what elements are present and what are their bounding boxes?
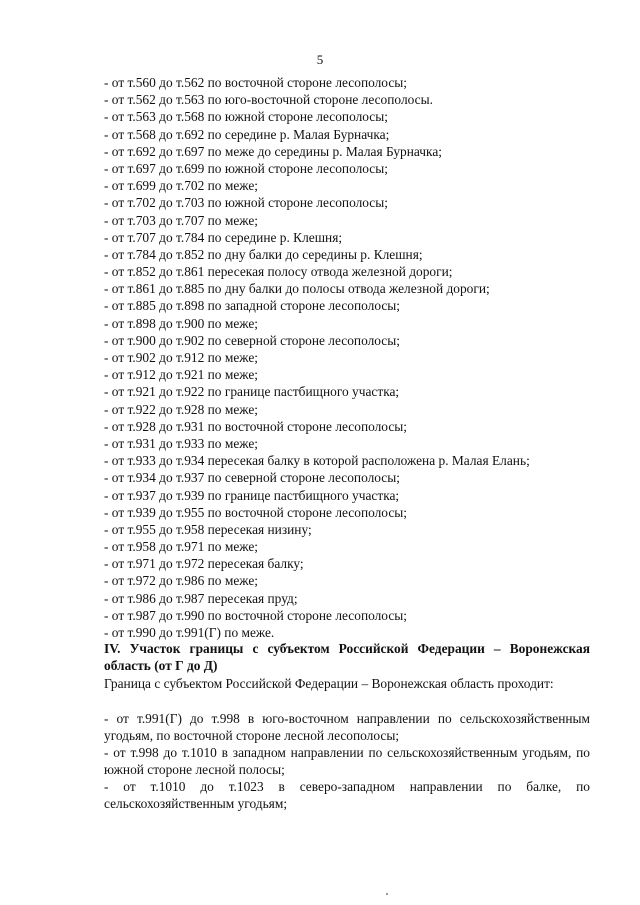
list-item: - от т.560 до т.562 по восточной стороне лесополосы; — [104, 75, 407, 90]
list-item: - от т.563 до т.568 по южной стороне лесополосы; — [104, 109, 388, 125]
boundary-list — [104, 74, 594, 641]
scan-speck — [386, 893, 388, 895]
list-item: - от т.697 до т.699 по южной стороне лесополосы; — [104, 160, 388, 176]
list-item: - от т.933 до т.934 пересекая балку в которой расположена р. Малая Елань; — [104, 453, 530, 469]
list-item: - от т.900 до т.902 по северной стороне лесополосы; — [104, 332, 400, 348]
list-item: - от т.922 до т.928 по меже; — [104, 401, 258, 417]
list-item: - от т.937 до т.939 по границе пастбищного участка; — [104, 487, 400, 503]
section-item: - от т.991(Г) до т.998 в юго-восточном направлении по сельскохозяйственным угодьям, по восточной стороне лесной лесополосы; — [104, 711, 590, 744]
list-item: - от т.703 до т.707 по меже; — [104, 212, 258, 228]
section-intro: Граница с субъектом Российской Федерации – Воронежская область проходит: — [104, 676, 554, 691]
list-item: - от т.990 до т.991(Г) по меже. — [104, 625, 275, 640]
list-item: - от т.939 до т.955 по восточной стороне лесополосы; — [104, 504, 407, 520]
list-item: - от т.921 до т.922 по границе пастбищного участка; — [104, 384, 400, 400]
list-item: - от т.784 до т.852 по дну балки до середины р. Клешня; — [104, 246, 423, 262]
page-number: 5 — [316, 52, 324, 67]
list-item: - от т.955 до т.958 пересекая низину; — [104, 521, 312, 537]
section-item: - от т.1010 до т.1023 в северо-западном направлении по балке, по сельскохозяйственным угодьям; — [104, 779, 590, 812]
list-item: - от т.861 до т.885 по дну балки до полосы отвода железной дороги; — [104, 281, 490, 297]
list-item: - от т.902 до т.912 по меже; — [104, 350, 258, 365]
list-item: - от т.931 до т.933 по меже; — [104, 435, 258, 451]
list-item: - от т.707 до т.784 по середине р. Клешня; — [104, 229, 343, 245]
section-title: IV. Участок границы с субъектом Российской Федерации – Воронежская область (от Г до Д) — [104, 641, 590, 674]
list-item: - от т.912 до т.921 по меже; — [104, 367, 258, 383]
list-item: - от т.972 до т.986 по меже; — [104, 573, 258, 589]
list-item: - от т.702 до т.703 по южной стороне лесополосы; — [104, 195, 388, 211]
list-item: - от т.986 до т.987 пересекая пруд; — [104, 590, 298, 606]
list-item: - от т.928 до т.931 по восточной стороне лесополосы; — [104, 418, 407, 434]
list-item: - от т.692 до т.697 по меже до середины р. Малая Бурначка; — [104, 143, 442, 159]
list-item: - от т.699 до т.702 по меже; — [104, 178, 258, 194]
list-item: - от т.562 до т.563 по юго-восточной стороне лесополосы. — [104, 92, 433, 108]
list-item: - от т.885 до т.898 по западной стороне лесополосы; — [104, 298, 401, 314]
list-item: - от т.934 до т.937 по северной стороне лесополосы; — [104, 470, 400, 486]
list-item: - от т.852 до т.861 пересекая полосу отвода железной дороги; — [104, 264, 453, 280]
list-item: - от т.971 до т.972 пересекая балку; — [104, 556, 304, 572]
list-item: - от т.958 до т.971 по меже; — [104, 539, 258, 555]
list-item: - от т.987 до т.990 по восточной стороне лесополосы; — [104, 607, 407, 623]
section-item: - от т.998 до т.1010 в западном направлении по сельскохозяйственным угодьям, по южной стороне лесной полосы; — [104, 745, 590, 778]
list-item: - от т.898 до т.900 по меже; — [104, 315, 258, 331]
list-item: - от т.568 до т.692 по середине р. Малая Бурначка; — [104, 126, 390, 142]
